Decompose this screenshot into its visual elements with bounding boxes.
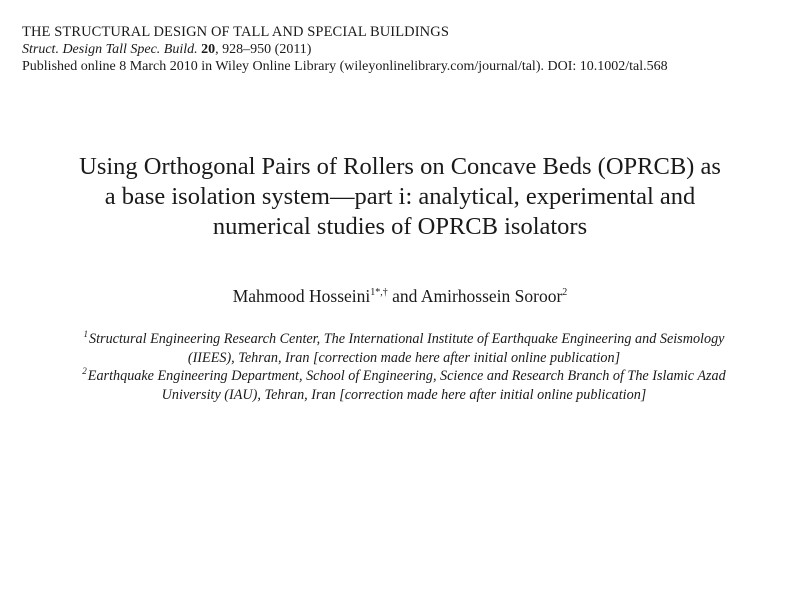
affiliation-line	[18, 330, 790, 349]
author-conjunction: and	[387, 286, 421, 306]
affiliation-text: Earthquake Engineering Department, School of Engineering, Science and Research Branch of The Islamic Azad	[87, 368, 726, 384]
affiliation	[18, 367, 790, 404]
title-line: Using Orthogonal Pairs of Rollers on Concave Beds (OPRCB) as	[79, 153, 721, 180]
citation-pages-year: , 928–950 (2011)	[215, 42, 312, 57]
affiliation-text: Structural Engineering Research Center, The International Institute of Earthquake Engineering and Seismology	[89, 331, 725, 347]
paper-title	[10, 152, 790, 242]
author-list	[0, 285, 800, 307]
citation-line	[22, 41, 792, 58]
title-line: numerical studies of OPRCB isolators	[212, 213, 588, 240]
author-name: Amirhossein Soroor	[420, 286, 563, 306]
affiliation-line: University (IAU), Tehran, Iran [correction made here after initial online publication]	[161, 386, 647, 403]
author-affiliation-marks: 2	[562, 287, 568, 298]
affiliations	[18, 330, 790, 404]
journal-header	[22, 24, 792, 75]
affiliation-mark: 2	[82, 366, 87, 376]
affiliation-line	[18, 367, 790, 386]
author-name: Mahmood Hosseini	[232, 286, 371, 306]
title-line: a base isolation system—part i: analytical, experimental and	[104, 183, 696, 210]
affiliation-mark: 1	[83, 329, 89, 339]
publication-info: Published online 8 March 2010 in Wiley Online Library (wileyonlinelibrary.com/journal/tal). DOI: 10.1002/tal.568	[22, 59, 668, 74]
author-affiliation-marks: 1*,†	[370, 287, 388, 298]
affiliation-line: (IIEES), Tehran, Iran [correction made here after initial online publication]	[187, 349, 621, 366]
citation-journal: Struct. Design Tall Spec. Build.	[22, 42, 198, 57]
affiliation	[18, 330, 790, 367]
journal-name: THE STRUCTURAL DESIGN OF TALL AND SPECIAL BUILDINGS	[22, 24, 449, 40]
citation-volume: 20	[201, 42, 216, 57]
